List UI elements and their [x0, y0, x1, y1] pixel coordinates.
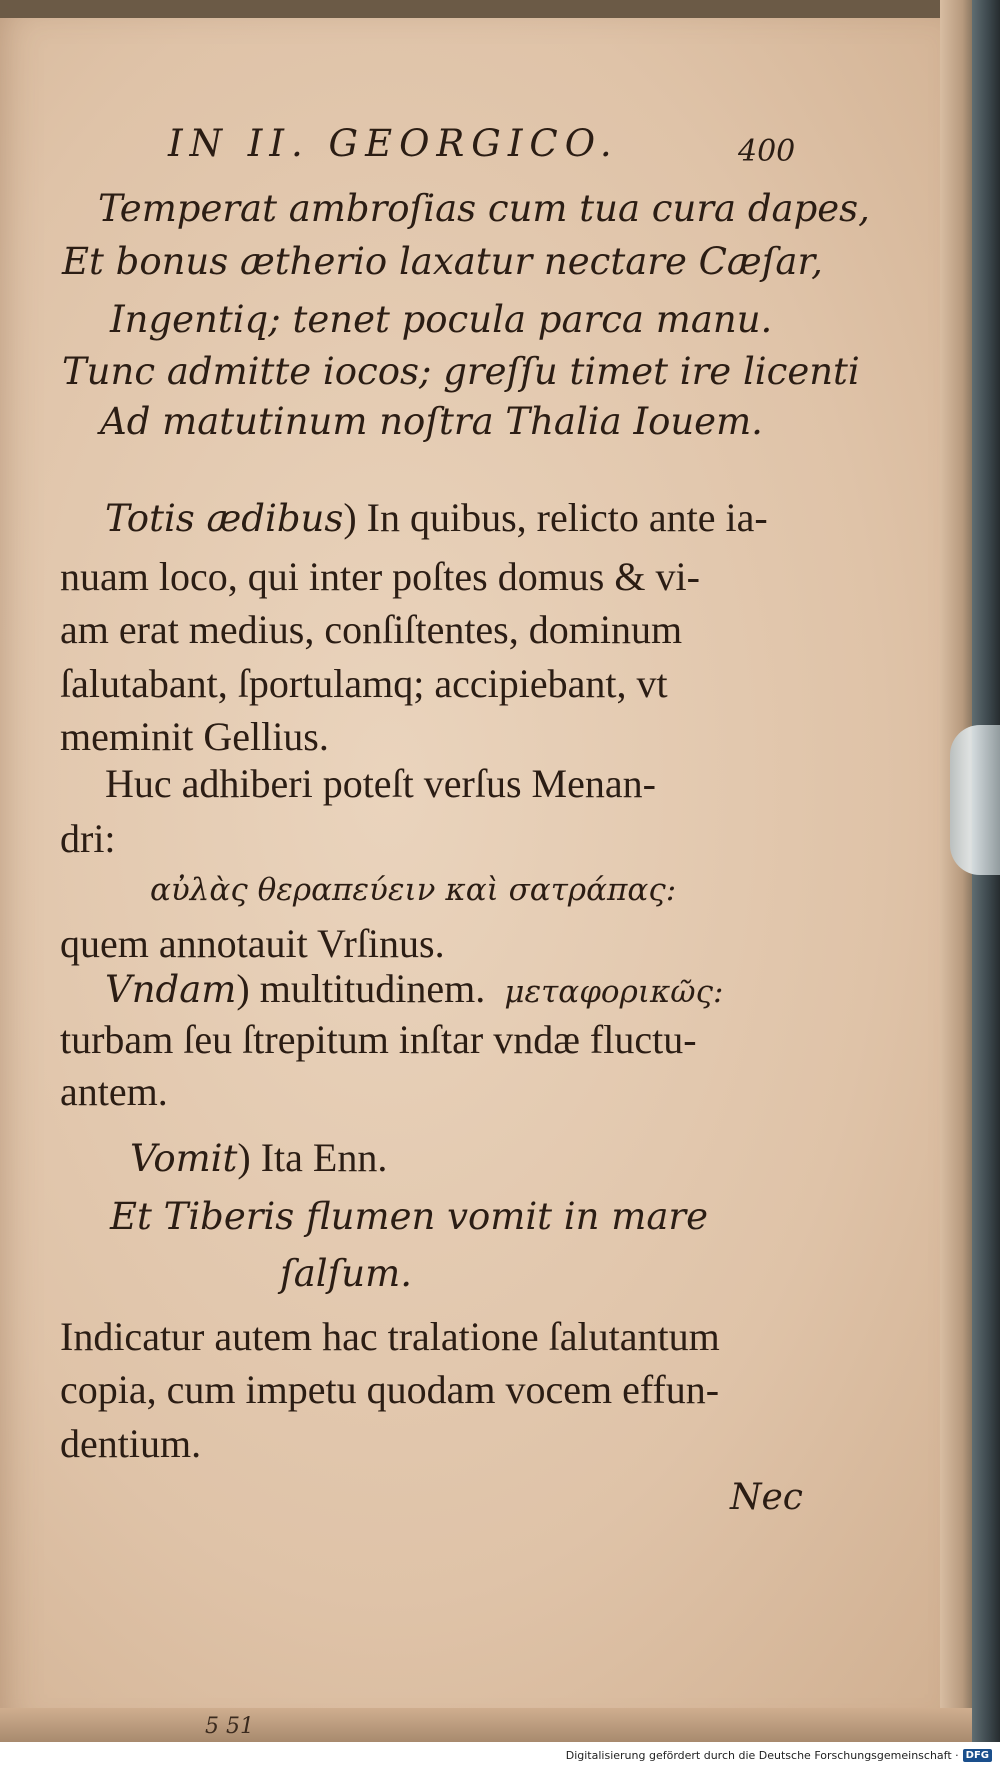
verse-line-2: Et bonus ætherio laxatur nectare Cæſar, — [62, 240, 823, 283]
verse-line-1: Temperat ambroſias cum tua cura dapes, — [98, 187, 870, 230]
commentary-line: am erat medius, conſiſtentes, dominum — [60, 607, 683, 652]
catchword: Nec — [730, 1477, 803, 1518]
greek-term: μεταφορικῶς: — [504, 974, 724, 1010]
commentary-line: Indicatur autem hac tralatione ſalutantum — [60, 1314, 720, 1359]
commentary-text: ) multitudinem. — [236, 966, 486, 1011]
lemma: Totis ædibus — [105, 497, 344, 540]
commentary-text: ) In quibus, relicto ante ia- — [343, 495, 768, 540]
verse-line-4: Tunc admitte iocos; greſſu timet ire licenti — [62, 350, 860, 393]
commentary-line: turbam ſeu ſtrepitum inſtar vndæ fluctu- — [60, 1017, 697, 1062]
verse-line-5: Ad matutinum noſtra Thalia Iouem. — [100, 400, 763, 443]
credit-text: Digitalisierung gefördert durch die Deutsche Forschungsgemeinschaft · — [565, 1748, 959, 1762]
commentary-line: quem annotauit Vrſinus. — [60, 921, 445, 966]
commentary-line: dri: — [60, 816, 116, 861]
commentary-text: ) Ita Enn. — [237, 1135, 388, 1180]
binding-top-edge — [0, 0, 1000, 18]
greek-quotation: αὐλὰς θεραπεύειν καὶ σατράπας: — [150, 872, 677, 908]
lemma: Vomit — [130, 1137, 238, 1180]
quoted-verse: Et Tiberis flumen vomit in mare — [110, 1195, 708, 1238]
verse-line-3: Ingentiq; tenet pocula parca manu. — [110, 298, 773, 341]
commentary-line: meminit Gellius. — [60, 714, 329, 759]
page-holder-clip — [950, 725, 1000, 875]
signature-mark: 5 51 — [205, 1714, 254, 1739]
commentary-line — [105, 965, 723, 1012]
commentary-line: copia, cum impetu quodam vocem effun- — [60, 1367, 720, 1412]
digitization-credit-bar — [0, 1742, 1000, 1768]
book-cover-edge — [972, 0, 1000, 1768]
dfg-logo: DFG — [963, 1749, 992, 1762]
commentary-line: dentium. — [60, 1421, 202, 1466]
commentary-line — [105, 494, 768, 541]
commentary-line: ſalutabant, ſportulamq; accipiebant, vt — [60, 661, 668, 706]
lemma: Vndam — [105, 968, 237, 1011]
commentary-line: Huc adhiberi poteſt verſus Menan- — [105, 761, 656, 806]
running-header: IN II. GEORGICO. — [168, 122, 619, 165]
page-number: 400 — [738, 134, 796, 169]
commentary-line: nuam loco, qui inter poſtes domus & vi- — [60, 554, 700, 599]
commentary-line — [130, 1134, 387, 1181]
quoted-verse: ſalſum. — [280, 1252, 412, 1295]
page-bottom-margin — [0, 1708, 972, 1742]
commentary-line: antem. — [60, 1069, 168, 1114]
